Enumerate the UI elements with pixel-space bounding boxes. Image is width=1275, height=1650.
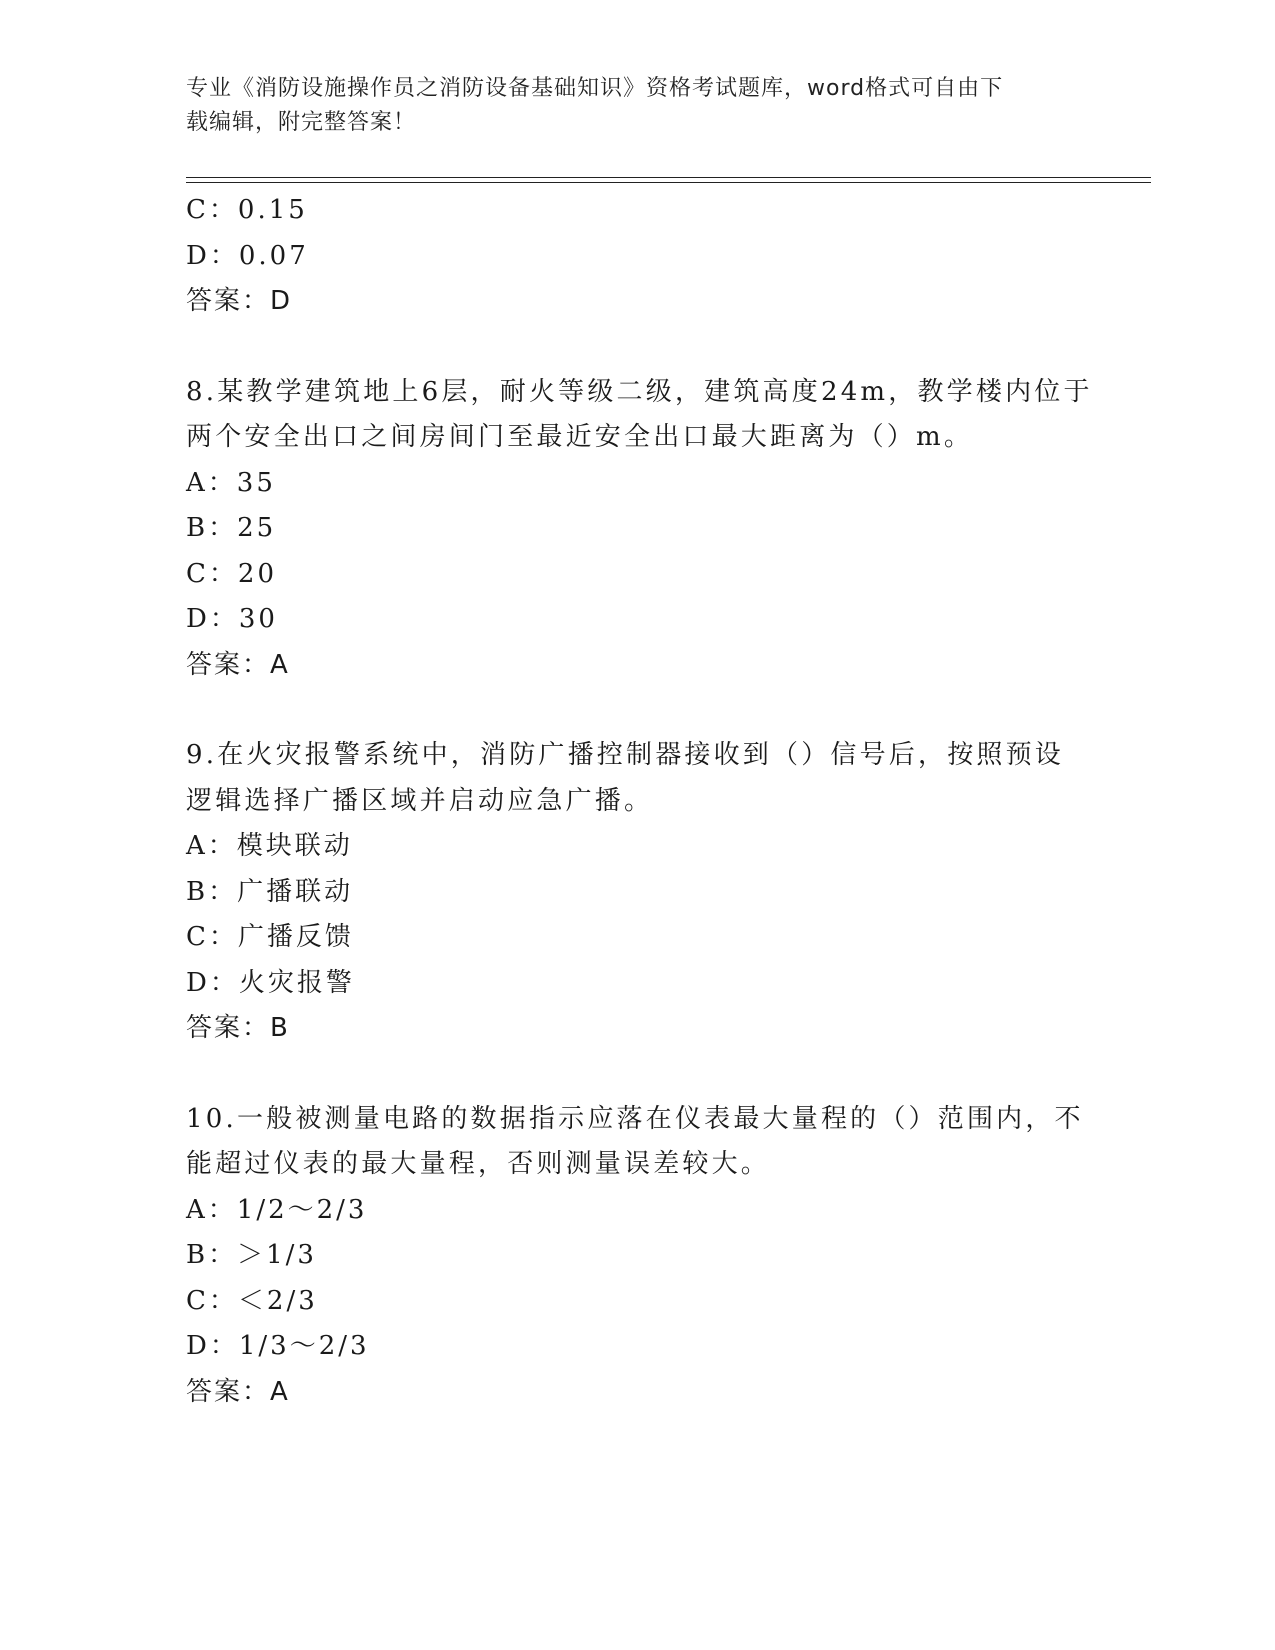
option-d xyxy=(186,597,1086,643)
question-line: 8.某教学建筑地上6层，耐火等级二级，建筑高度24m，教学楼内位于 xyxy=(186,376,1093,407)
option-label: A： xyxy=(186,831,237,861)
option-text: 30 xyxy=(238,604,278,634)
question-text xyxy=(186,370,1093,461)
document-header xyxy=(186,72,1066,140)
question-line: 10.一般被测量电路的数据指示应落在仪表最大量程的（）范围内，不 xyxy=(186,1103,1084,1134)
question-10 xyxy=(186,1097,1086,1416)
option-text: 1/2～2/3 xyxy=(236,1194,368,1225)
option-a xyxy=(186,824,1086,870)
option-label: B： xyxy=(186,513,238,543)
question-line: 9.在火灾报警系统中，消防广播控制器接收到（）信号后，按照预设 xyxy=(186,740,1065,770)
option-text: 广播联动 xyxy=(237,876,354,907)
option-c xyxy=(186,1279,1086,1325)
header-line-2: 载编辑，附完整答案！ xyxy=(186,110,417,135)
header-rule-bottom xyxy=(186,182,1151,183)
option-b xyxy=(186,870,1086,916)
option-label: B： xyxy=(186,876,238,907)
question-8 xyxy=(186,370,1093,689)
option-label: D： xyxy=(186,604,239,634)
option-label: C： xyxy=(186,922,238,952)
question-line: 能超过仪表的最大量程，否则测量误差较大。 xyxy=(186,1149,771,1179)
option-label: A： xyxy=(186,467,237,498)
question-line: 两个安全出口之间房间门至最近安全出口最大距离为（）m。 xyxy=(186,422,974,452)
option-text: ＜2/3 xyxy=(237,1285,318,1316)
option-text: 35 xyxy=(236,467,276,498)
option-d xyxy=(186,234,1086,280)
question-list xyxy=(186,188,1093,1415)
question-9 xyxy=(186,733,1086,1052)
option-label: B： xyxy=(186,1240,238,1270)
answer-line: 答案：A xyxy=(186,1376,290,1407)
option-text: 0.15 xyxy=(237,195,308,225)
option-text: 火灾报警 xyxy=(238,967,355,998)
option-b xyxy=(186,506,1086,552)
option-text: 20 xyxy=(237,558,277,589)
option-a xyxy=(186,1188,1086,1234)
option-d xyxy=(186,961,1086,1007)
option-text: 0.07 xyxy=(238,240,309,271)
option-d xyxy=(186,1324,1086,1370)
question-line: 逻辑选择广播区域并启动应急广播。 xyxy=(186,785,654,816)
option-c xyxy=(186,552,1086,598)
header-line-1: 专业《消防设施操作员之消防设备基础知识》资格考试题库，word格式可自由下 xyxy=(186,76,1004,101)
option-label: D： xyxy=(186,1331,239,1361)
option-text: 25 xyxy=(237,513,277,543)
answer-line: 答案：D xyxy=(186,286,293,316)
option-label: C： xyxy=(186,195,238,225)
option-c xyxy=(186,188,1086,234)
option-text: 1/3～2/3 xyxy=(238,1331,370,1361)
option-text: 模块联动 xyxy=(236,831,353,861)
prev-question-tail xyxy=(186,188,1086,325)
question-text xyxy=(186,1097,1086,1188)
answer-line: 答案：A xyxy=(186,649,290,680)
option-c xyxy=(186,915,1086,961)
question-text xyxy=(186,733,1086,824)
option-label: D： xyxy=(186,967,239,998)
answer-line: 答案：B xyxy=(186,1013,290,1043)
header-rule-top xyxy=(186,177,1151,178)
option-text: 广播反馈 xyxy=(237,922,354,952)
option-text: ＞1/3 xyxy=(237,1240,317,1270)
option-a xyxy=(186,461,1086,507)
option-label: C： xyxy=(186,1285,238,1316)
option-label: D： xyxy=(186,240,239,271)
option-b xyxy=(186,1233,1086,1279)
option-label: A： xyxy=(186,1194,237,1225)
option-label: C： xyxy=(186,558,238,589)
